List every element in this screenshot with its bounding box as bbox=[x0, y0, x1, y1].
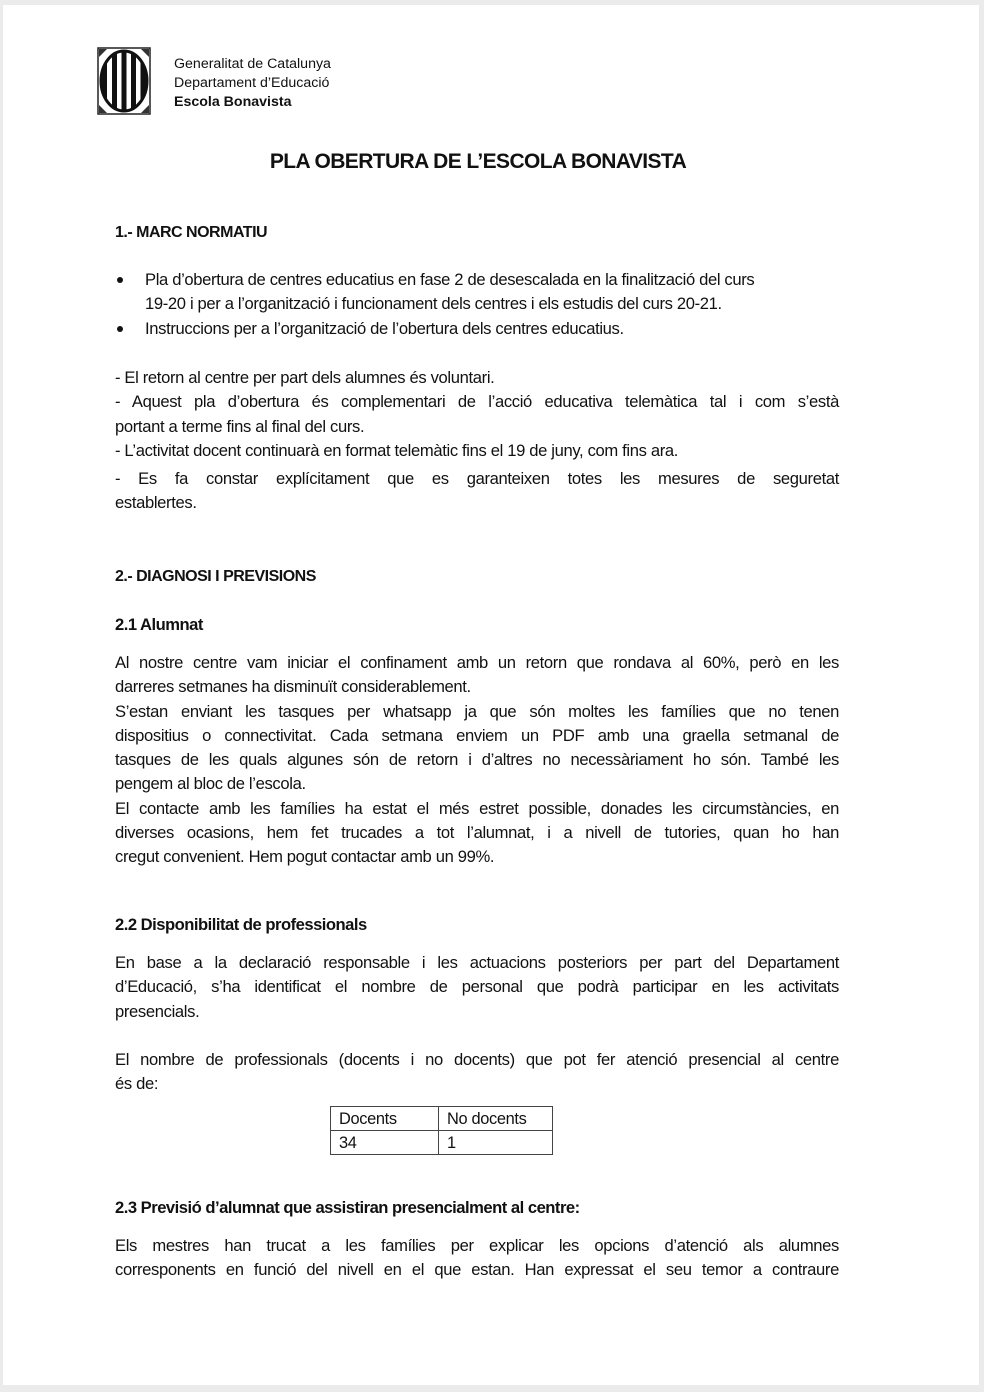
section-1-heading: 1.- MARC NORMATIU bbox=[115, 224, 268, 241]
section-2-heading: 2.- DIAGNOSI I PREVISIONS bbox=[115, 568, 316, 585]
header-line-school: Escola Bonavista bbox=[174, 94, 292, 110]
staff-paragraph bbox=[115, 951, 839, 1024]
paragraph-line: Al nostre centre vam iniciar el confinament amb un retorn que rondava al 60%, però en les bbox=[115, 653, 839, 672]
paragraph-line: pengem al bloc de l’escola. bbox=[115, 774, 306, 794]
note-line: - Es fa constar explícitament que es garanteixen totes les mesures de seguretat bbox=[115, 469, 839, 488]
regulations-bullet-list bbox=[115, 268, 839, 341]
table-header-row bbox=[331, 1107, 553, 1131]
paragraph-line: presencials. bbox=[115, 1001, 200, 1021]
staff-count-paragraph bbox=[115, 1048, 839, 1097]
table-row bbox=[331, 1131, 553, 1155]
table-cell: 34 bbox=[331, 1131, 439, 1155]
note-line: - El retorn al centre per part dels alumnes és voluntari. bbox=[115, 368, 495, 387]
bullet-text-line: Pla d’obertura de centres educatius en fase 2 de desescalada en la finalització del curs bbox=[145, 270, 755, 289]
document-title: PLA OBERTURA DE L’ESCOLA BONAVISTA bbox=[269, 150, 687, 173]
bullet-icon bbox=[117, 326, 123, 332]
paragraph-line: En base a la declaració responsable i les actuacions posteriors per part del Departament bbox=[115, 953, 839, 972]
header-line-government: Generalitat de Catalunya bbox=[174, 56, 331, 72]
paragraph-line: corresponents en funció del nivell en el que estan. Han expressat el seu temor a contraure bbox=[115, 1260, 839, 1280]
paragraph-line: dispositius o connectivitat. Cada setmana enviem un PDF amb una graella setmanal de bbox=[115, 725, 839, 745]
subsection-2-3-heading: 2.3 Previsió d’alumnat que assistiran presencialment al centre: bbox=[115, 1198, 580, 1217]
note-line: portant a terme fins al final del curs. bbox=[115, 416, 365, 436]
table-cell: 1 bbox=[439, 1131, 553, 1155]
bullet-text-line: Instruccions per a l’organització de l’obertura dels centres educatius. bbox=[145, 318, 624, 338]
generalitat-coat-of-arms-icon bbox=[97, 47, 151, 115]
paragraph-line: El contacte amb les famílies ha estat el més estret possible, donades les circumstàncies, en bbox=[115, 798, 839, 818]
security-note-paragraph bbox=[115, 467, 839, 516]
staff-table bbox=[330, 1106, 553, 1155]
table-header-cell: Docents bbox=[331, 1107, 439, 1131]
bullet-item bbox=[115, 268, 839, 317]
table-header-cell: No docents bbox=[439, 1107, 553, 1131]
paragraph-line: S’estan enviant les tasques per whatsapp ja que són moltes les famílies que no tenen bbox=[115, 701, 839, 721]
bullet-item bbox=[115, 317, 839, 341]
note-line: - Aquest pla d’obertura és complementari de l’acció educativa telemàtica tal i com s’està bbox=[115, 392, 839, 412]
paragraph-line: d’Educació, s’ha identificat el nombre de personal que podrà participar en les activitats bbox=[115, 977, 839, 997]
note-line: establertes. bbox=[115, 493, 197, 513]
paragraph-line: és de: bbox=[115, 1074, 159, 1094]
bullet-text-line: 19-20 i per a l’organització i funcionament dels centres i els estudis del curs 20-21. bbox=[145, 294, 722, 314]
students-paragraph bbox=[115, 651, 839, 870]
paragraph-line: cregut convenient. Hem pogut contactar amb un 99%. bbox=[115, 847, 495, 867]
paragraph-line: darreres setmanes ha disminuït considerablement. bbox=[115, 677, 471, 697]
paragraph-line: diverses ocasions, hem fet trucades a tot l’alumnat, i a nivell de tutories, quan ho han bbox=[115, 823, 839, 843]
subsection-2-1-heading: 2.1 Alumnat bbox=[115, 615, 203, 634]
attendance-paragraph bbox=[115, 1234, 839, 1283]
bullet-icon bbox=[117, 277, 123, 283]
subsection-2-2-heading: 2.2 Disponibilitat de professionals bbox=[115, 915, 367, 934]
notes-paragraph bbox=[115, 366, 839, 463]
note-line: - L’activitat docent continuarà en format telemàtic fins el 19 de juny, com fins ara. bbox=[115, 440, 679, 460]
paragraph-line: tasques de les quals algunes són de retorn i d’altres no necessàriament ho són. També les bbox=[115, 750, 839, 770]
institution-header bbox=[174, 55, 331, 112]
header-line-department: Departament d’Educació bbox=[174, 75, 330, 91]
paragraph-line: El nombre de professionals (docents i no docents) que pot fer atenció presencial al centre bbox=[115, 1050, 839, 1069]
paragraph-line: Els mestres han trucat a les famílies per explicar les opcions d’atenció als alumnes bbox=[115, 1236, 839, 1255]
document-page bbox=[3, 5, 979, 1385]
